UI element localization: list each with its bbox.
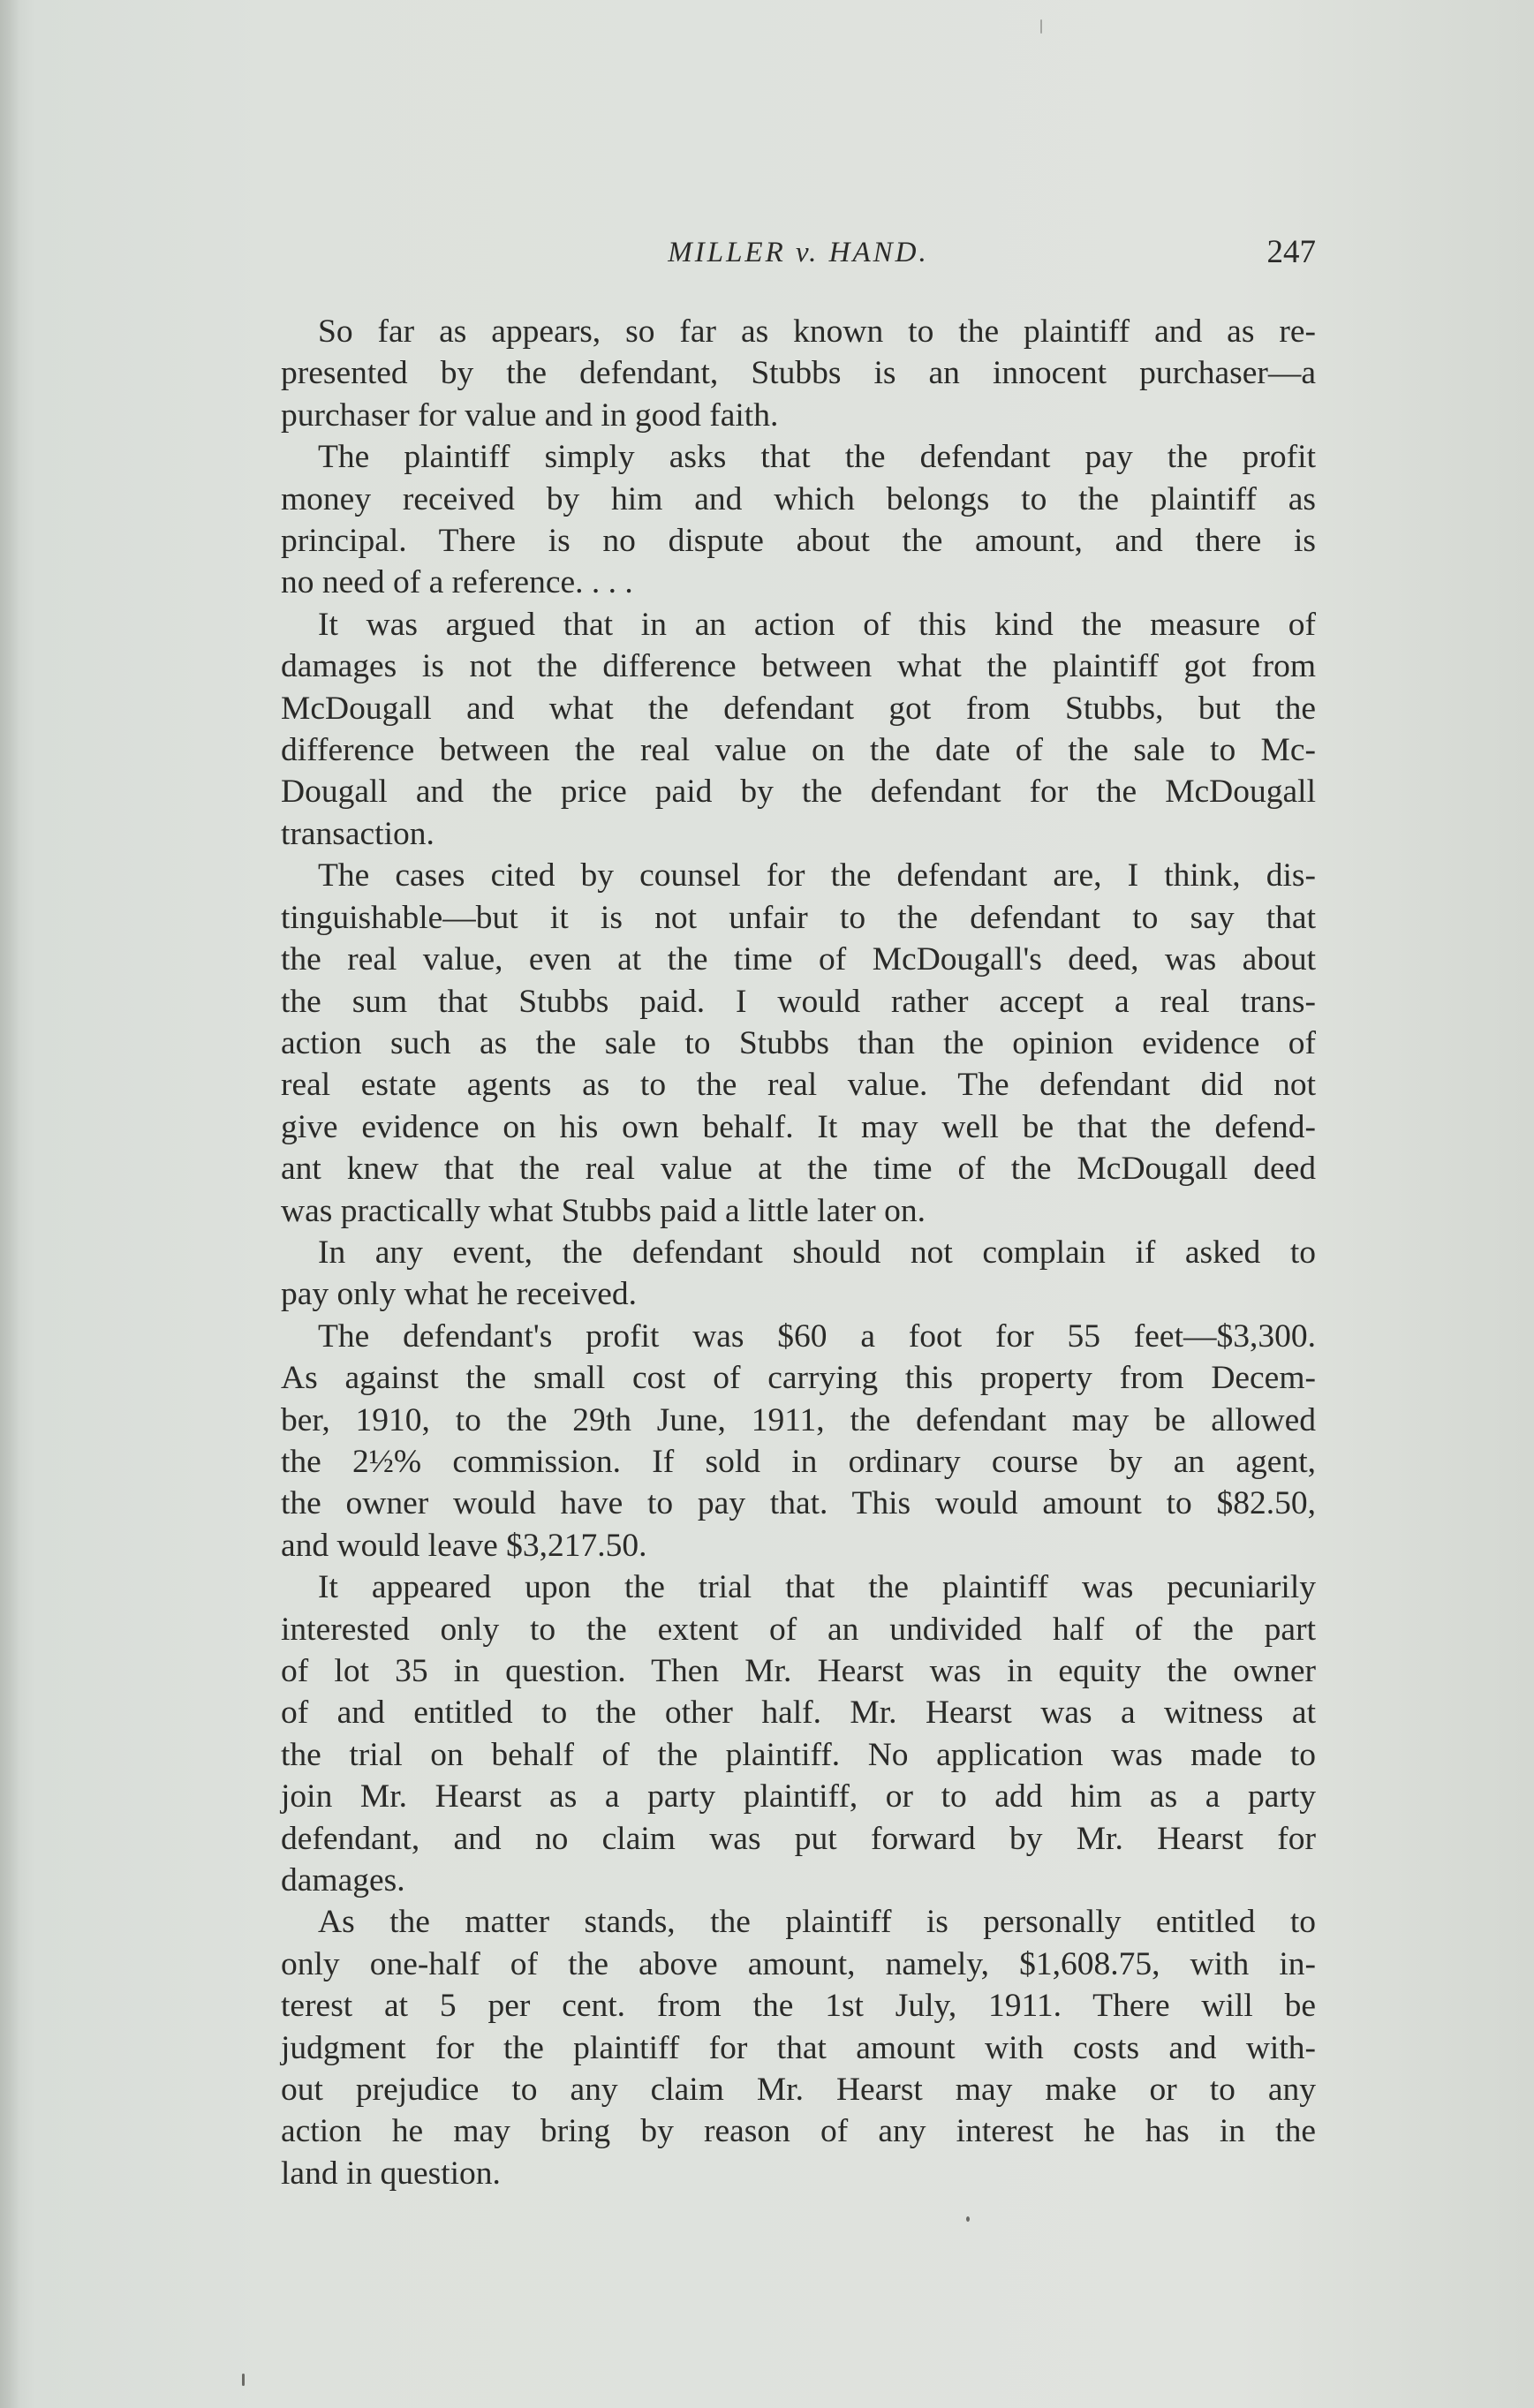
text-line: no need of a reference. . . . <box>281 564 633 601</box>
text-line: the owner would have to pay that. This would amount to $82.50, <box>281 1485 1316 1522</box>
text-line: the sum that Stubbs paid. I would rather accept a real trans- <box>281 983 1316 1020</box>
text-line: land in question. <box>281 2155 501 2192</box>
running-head <box>281 226 1316 279</box>
paper-speck <box>242 2374 245 2386</box>
text-line: presented by the defendant, Stubbs is an innocent purchaser—a <box>281 355 1316 392</box>
paragraph <box>281 1566 1316 1901</box>
text-line: of lot 35 in question. Then Mr. Hearst was in equity the owner <box>281 1653 1316 1689</box>
text-line: defendant, and no claim was put forward by Mr. Hearst for <box>281 1820 1316 1857</box>
text-line: interested only to the extent of an undivided half of the part <box>281 1611 1316 1648</box>
paragraph <box>281 604 1316 855</box>
paper-speck <box>1040 19 1042 34</box>
text-line: As against the small cost of carrying this property from Decem- <box>281 1360 1316 1397</box>
paragraph <box>281 311 1316 436</box>
text-line: The defendant's profit was $60 a foot for 55 feet—$3,300. <box>318 1317 1316 1355</box>
text-line: the trial on behalf of the plaintiff. No application was made to <box>281 1736 1316 1773</box>
text-line: It was argued that in an action of this kind the measure of <box>318 606 1316 643</box>
paragraph <box>281 1901 1316 2194</box>
text-line: action he may bring by reason of any interest he has in the <box>281 2113 1316 2150</box>
text-line: Dougall and the price paid by the defendant for the McDougall <box>281 774 1316 811</box>
text-line: terest at 5 per cent. from the 1st July, 1911. There will be <box>281 1988 1316 2025</box>
text-line: principal. There is no dispute about the amount, and there is <box>281 523 1316 560</box>
text-line: The plaintiff simply asks that the defendant pay the profit <box>318 439 1316 476</box>
text-line: ber, 1910, to the 29th June, 1911, the defendant may be allowed <box>281 1401 1316 1438</box>
page-number: 247 <box>1266 234 1316 270</box>
paragraph <box>281 1232 1316 1316</box>
text-line: purchaser for value and in good faith. <box>281 396 779 434</box>
paper-speck <box>966 2216 970 2222</box>
text-line: join Mr. Hearst as a party plaintiff, or to add him as a party <box>281 1778 1316 1815</box>
text-line: action such as the sale to Stubbs than the opinion evidence of <box>281 1024 1316 1061</box>
text-line: the real value, even at the time of McDougall's deed, was about <box>281 941 1316 978</box>
text-line: and would leave $3,217.50. <box>281 1527 647 1564</box>
text-line: the 2½% commission. If sold in ordinary course by an agent, <box>281 1443 1316 1480</box>
gutter-shadow <box>0 0 19 2408</box>
text-line: ant knew that the real value at the time of the McDougall deed <box>281 1151 1316 1188</box>
text-line: So far as appears, so far as known to the plaintiff and as re- <box>318 313 1316 350</box>
text-line: transaction. <box>281 815 435 852</box>
text-line: only one-half of the above amount, namely, $1,608.75, with in- <box>281 1945 1316 1982</box>
body-text <box>281 311 1316 2194</box>
text-line: The cases cited by counsel for the defendant are, I think, dis- <box>318 857 1316 895</box>
running-title: MILLER v. HAND. <box>668 237 929 268</box>
text-line: As the matter stands, the plaintiff is personally entitled to <box>318 1904 1316 1941</box>
text-line: real estate agents as to the real value. The defendant did not <box>281 1067 1316 1104</box>
paragraph <box>281 436 1316 604</box>
text-line: of and entitled to the other half. Mr. Hearst was a witness at <box>281 1695 1316 1732</box>
paragraph <box>281 855 1316 1232</box>
text-line: tinguishable—but it is not unfair to the defendant to say that <box>281 899 1316 936</box>
text-line: pay only what he received. <box>281 1276 637 1313</box>
text-line: was practically what Stubbs paid a little later on. <box>281 1192 926 1229</box>
text-line: give evidence on his own behalf. It may well be that the defend- <box>281 1108 1316 1145</box>
text-line: out prejudice to any claim Mr. Hearst may make or to any <box>281 2072 1316 2109</box>
text-line: judgment for the plaintiff for that amount with costs and with- <box>281 2029 1316 2066</box>
text-line: money received by him and which belongs to the plaintiff as <box>281 480 1316 517</box>
text-line: damages. <box>281 1862 405 1899</box>
text-line: In any event, the defendant should not complain if asked to <box>318 1234 1316 1271</box>
paragraph <box>281 1316 1316 1566</box>
text-line: It appeared upon the trial that the plaintiff was pecuniarily <box>318 1569 1316 1606</box>
text-line: damages is not the difference between what the plaintiff got from <box>281 648 1316 685</box>
text-line: difference between the real value on the date of the sale to Mc- <box>281 732 1316 769</box>
text-line: McDougall and what the defendant got from Stubbs, but the <box>281 690 1316 727</box>
